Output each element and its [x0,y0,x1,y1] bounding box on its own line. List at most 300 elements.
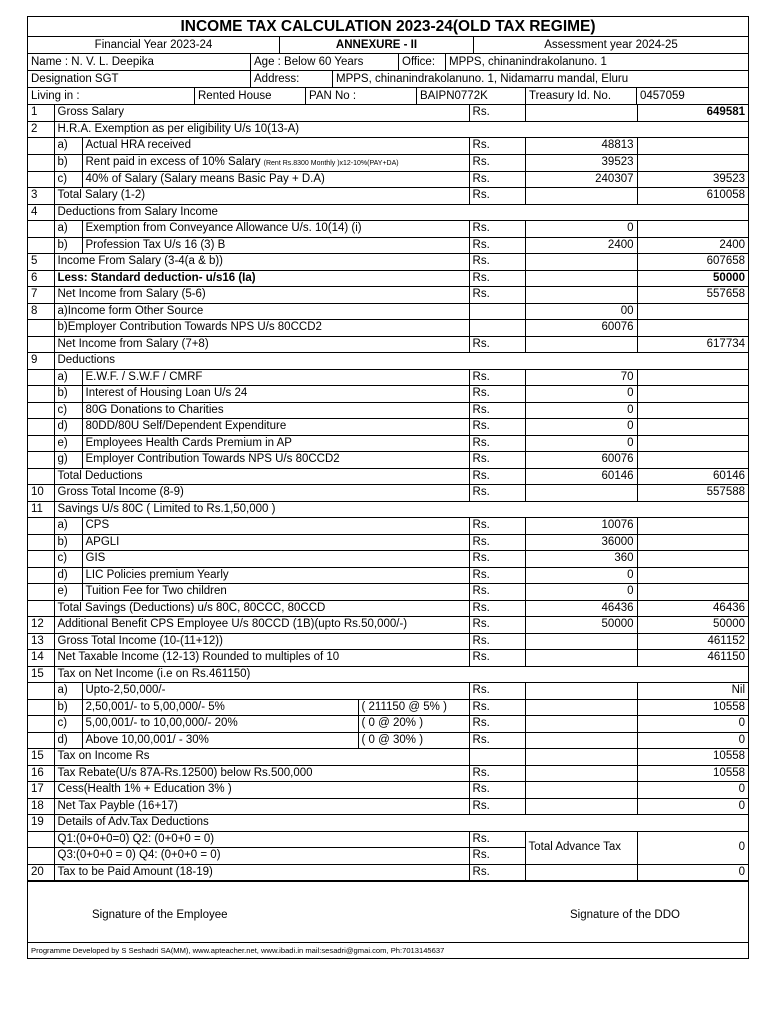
row-description: Deductions from Salary Income [54,204,748,221]
amount-cell: 0 [525,221,637,238]
table-row [28,402,748,419]
total-cell: 10558 [637,749,748,766]
rs-label: Rs. [469,848,525,865]
row-number [28,320,54,337]
total-cell: 557588 [637,485,748,502]
table-row [28,204,748,221]
total-cell: 50000 [637,270,748,287]
row-number [28,419,54,436]
table-row [28,270,748,287]
row-number: 7 [28,287,54,304]
table-row [28,666,748,683]
row-number: 18 [28,798,54,815]
row-description: a)Income form Other Source [54,303,469,320]
table-row [28,154,748,171]
amount-cell [525,699,637,716]
table-row [28,105,748,121]
amount-cell: 240307 [525,171,637,188]
row-number: 12 [28,617,54,634]
year-row [28,37,748,54]
rs-label [469,749,525,766]
row-description: 40% of Salary (Salary means Basic Pay + D.A) [82,171,469,188]
rs-label: Rs. [469,287,525,304]
row-number [28,452,54,469]
row-description: Deductions [54,353,748,370]
document-title: INCOME TAX CALCULATION 2023-24(OLD TAX REGIME) [28,17,748,37]
table-row [28,254,748,271]
row-number: 4 [28,204,54,221]
row-number [28,386,54,403]
amount-cell [525,254,637,271]
rs-label: Rs. [469,518,525,535]
rent-note: (Rent Rs.8300 Monthly )x12-10%(PAY+DA) [263,159,399,167]
rs-label: Rs. [469,683,525,700]
rs-label: Rs. [469,369,525,386]
designation: Designation SGT [28,71,251,87]
row-description: Upto-2,50,000/- [82,683,469,700]
sub-item-label: b) [54,237,82,254]
address-label: Address: [251,71,333,87]
row-number [28,402,54,419]
amount-cell: 60076 [525,320,637,337]
rs-label: Rs. [469,567,525,584]
table-row [28,369,748,386]
signature-area [28,881,748,942]
tax-statement [27,16,749,959]
table-row [28,221,748,238]
row-description: 80G Donations to Charities [82,402,469,419]
row-number [28,699,54,716]
row-description: Net Income from Salary (5-6) [54,287,469,304]
total-cell [637,419,748,436]
total-cell [637,154,748,171]
sub-item-label: c) [54,171,82,188]
amount-cell: 39523 [525,154,637,171]
amount-cell: 60076 [525,452,637,469]
row-number: 15 [28,666,54,683]
row-number: 1 [28,105,54,121]
row-description: Interest of Housing Loan U/s 24 [82,386,469,403]
table-row [28,782,748,799]
amount-cell: 36000 [525,534,637,551]
row-number: 14 [28,650,54,667]
rs-label: Rs. [469,138,525,155]
row-number [28,716,54,733]
total-cell [637,551,748,568]
table-row [28,633,748,650]
amount-cell [525,105,637,121]
row-number [28,336,54,353]
total-cell: Nil [637,683,748,700]
row-description: APGLI [82,534,469,551]
amount-cell [525,485,637,502]
row-description: Net Tax Payble (16+17) [54,798,469,815]
living-value: Rented House [195,88,306,104]
table-row [28,501,748,518]
row-number: 8 [28,303,54,320]
table-row [28,584,748,601]
row-description: Savings U/s 80C ( Limited to Rs.1,50,000 ) [54,501,748,518]
rate-calculation: ( 0 @ 30% ) [358,732,469,749]
total-cell [637,320,748,337]
table-row [28,121,748,138]
row-description: Exemption from Conveyance Allowance U/s. 10(14) (i) [82,221,469,238]
row-number [28,435,54,452]
rs-label: Rs. [469,468,525,485]
sub-item-label: a) [54,221,82,238]
table-row [28,485,748,502]
office-value: MPPS, chinanindrakolanuno. 1 [449,56,607,68]
name-row [28,54,748,71]
row-number: 11 [28,501,54,518]
rs-label: Rs. [469,650,525,667]
rs-label: Rs. [469,188,525,205]
row-description: E.W.F. / S.W.F / CMRF [82,369,469,386]
total-cell [637,402,748,419]
row-number: 19 [28,815,54,832]
row-number: 5 [28,254,54,271]
amount-cell: 70 [525,369,637,386]
row-number [28,171,54,188]
row-description: Total Salary (1-2) [54,188,469,205]
amount-cell [525,188,637,205]
amount-cell [525,765,637,782]
row-number [28,831,54,848]
row-description: Gross Salary [54,105,469,121]
sub-item-label: e) [54,435,82,452]
ddo-signature: Signature of the DDO [570,909,680,921]
row-description: 5,00,001/- to 10,00,000/- 20% [82,716,358,733]
rs-label [469,320,525,337]
amount-cell: 360 [525,551,637,568]
rs-label: Rs. [469,452,525,469]
row-number: 17 [28,782,54,799]
total-cell: 10558 [637,699,748,716]
sub-item-label: b) [54,386,82,403]
total-cell [637,452,748,469]
table-row [28,138,748,155]
table-row [28,452,748,469]
amount-cell [525,650,637,667]
total-cell: 39523 [637,171,748,188]
total-cell: 2400 [637,237,748,254]
table-row [28,798,748,815]
table-row [28,287,748,304]
amount-cell [525,287,637,304]
table-row [28,188,748,205]
amount-cell: 0 [525,402,637,419]
sub-item-label: b) [54,699,82,716]
rs-label: Rs. [469,171,525,188]
rs-label: Rs. [469,534,525,551]
table-row [28,386,748,403]
table-row [28,749,748,766]
row-description: CPS [82,518,469,535]
table-row [28,650,748,667]
rs-label: Rs. [469,584,525,601]
total-cell [637,303,748,320]
row-number [28,154,54,171]
amount-cell: 00 [525,303,637,320]
row-description: Net Taxable Income (12-13) Rounded to multiples of 10 [54,650,469,667]
table-row [28,534,748,551]
sub-item-label: a) [54,518,82,535]
row-number: 20 [28,864,54,881]
row-number [28,732,54,749]
row-description: Income From Salary (3-4(a & b)) [54,254,469,271]
table-row [28,468,748,485]
amount-cell: 46436 [525,600,637,617]
total-cell [637,584,748,601]
table-row [28,419,748,436]
rs-label: Rs. [469,600,525,617]
amount-cell: 0 [525,584,637,601]
sub-item-label: c) [54,402,82,419]
rs-label: Rs. [469,765,525,782]
employee-signature: Signature of the Employee [92,909,228,921]
amount-cell [525,336,637,353]
employee-name: Name : N. V. L. Deepika [28,54,251,70]
row-description: b)Employer Contribution Towards NPS U/s 80CCD2 [54,320,469,337]
assessment-year: Assessment year 2024-25 [544,39,678,51]
rate-calculation: ( 0 @ 20% ) [358,716,469,733]
row-description-text: Rent paid in excess of 10% Salary [85,155,261,168]
rs-label: Rs. [469,254,525,271]
table-row [28,732,748,749]
rs-label: Rs. [469,732,525,749]
total-cell: 557658 [637,287,748,304]
row-number [28,683,54,700]
total-cell: 0 [637,716,748,733]
amount-cell: 0 [525,435,637,452]
rs-label: Rs. [469,831,525,848]
sub-item-label: c) [54,716,82,733]
advance-q3-q4: Q3:(0+0+0 = 0) Q4: (0+0+0 = 0) [54,848,469,865]
sub-item-label: g) [54,452,82,469]
rs-label: Rs. [469,435,525,452]
row-description [82,154,469,171]
rs-label: Rs. [469,551,525,568]
final-tax-desc: Tax to be Paid Amount (18-19) [54,864,469,881]
rs-label: Rs. [469,154,525,171]
amount-cell [525,782,637,799]
row-description: Tax on Income Rs [54,749,469,766]
row-number [28,584,54,601]
amount-cell: 10076 [525,518,637,535]
living-row [28,88,748,105]
total-cell [637,386,748,403]
employee-age: Age : Below 60 Years [251,54,399,70]
amount-cell [525,683,637,700]
amount-cell [525,633,637,650]
total-cell: 0 [637,782,748,799]
sub-item-label: b) [54,534,82,551]
table-row [28,336,748,353]
row-number [28,468,54,485]
amount-cell [525,749,637,766]
total-cell: 10558 [637,765,748,782]
rs-label: Rs. [469,633,525,650]
amount-cell [525,798,637,815]
rs-label: Rs. [469,782,525,799]
amount-cell [525,716,637,733]
amount-cell: 0 [525,386,637,403]
row-number: 3 [28,188,54,205]
row-description: Gross Total Income (10-(11+12)) [54,633,469,650]
rs-label: Rs. [469,386,525,403]
rs-label [469,303,525,320]
rs-label: Rs. [469,798,525,815]
row-number: 10 [28,485,54,502]
amount-cell: 0 [525,567,637,584]
amount-cell: 2400 [525,237,637,254]
row-number: 16 [28,765,54,782]
sub-item-label: e) [54,584,82,601]
living-label: Living in : [28,88,195,104]
treasury-label: Treasury Id. No. [526,88,637,104]
row-description: Less: Standard deduction- u/s16 (Ia) [54,270,469,287]
row-description: Cess(Health 1% + Education 3% ) [54,782,469,799]
table-row [28,699,748,716]
rs-label: Rs. [469,270,525,287]
row-description: Above 10,00,001/ - 30% [82,732,358,749]
table-row [28,600,748,617]
rs-label: Rs. [469,716,525,733]
sub-item-label: d) [54,567,82,584]
table-row [28,765,748,782]
row-number: 6 [28,270,54,287]
row-description: LIC Policies premium Yearly [82,567,469,584]
row-description: 80DD/80U Self/Dependent Expenditure [82,419,469,436]
row-number [28,600,54,617]
sub-item-label: c) [54,551,82,568]
annexure-label: ANNEXURE - II [280,37,474,53]
row-description: Gross Total Income (8-9) [54,485,469,502]
row-number [28,848,54,865]
row-number: 13 [28,633,54,650]
table-row [28,435,748,452]
table-row [28,551,748,568]
total-cell: 46436 [637,600,748,617]
total-cell: 649581 [637,105,748,121]
sub-item-label: b) [54,154,82,171]
row-description: 2,50,001/- to 5,00,000/- 5% [82,699,358,716]
row-number: 15 [28,749,54,766]
amount-cell: 50000 [525,617,637,634]
row-description: Profession Tax U/s 16 (3) B [82,237,469,254]
row-number: 2 [28,121,54,138]
total-cell [637,435,748,452]
rs-label: Rs. [469,485,525,502]
row-description: Total Deductions [54,468,469,485]
row-description: Actual HRA received [82,138,469,155]
table-row [28,716,748,733]
total-cell: 607658 [637,254,748,271]
row-number: 9 [28,353,54,370]
total-advance-tax-value: 0 [637,831,748,864]
table-row [28,815,748,832]
advance-q1-q2: Q1:(0+0+0=0) Q2: (0+0+0 = 0) [54,831,469,848]
row-number [28,221,54,238]
total-cell: 610058 [637,188,748,205]
rs-label: Rs. [469,237,525,254]
rs-label: Rs. [469,699,525,716]
total-cell: 50000 [637,617,748,634]
row-number [28,237,54,254]
advance-tax-row-q1 [28,831,748,848]
rs-label: Rs. [469,864,525,881]
pan-value: BAIPN0772K [417,88,526,104]
final-tax-total: 0 [637,864,748,881]
financial-year: Financial Year 2023-24 [28,37,280,53]
row-description: Tuition Fee for Two children [82,584,469,601]
amount-cell [525,732,637,749]
sub-item-label: a) [54,683,82,700]
table-row [28,617,748,634]
total-cell [637,534,748,551]
table-row [28,353,748,370]
row-description: H.R.A. Exemption as per eligibility U/s 10(13-A) [54,121,748,138]
amount-cell: 48813 [525,138,637,155]
total-cell [637,138,748,155]
amount-cell [525,864,637,881]
total-cell [637,221,748,238]
row-number [28,567,54,584]
row-description: Total Savings (Deductions) u/s 80C, 80CCC, 80CCD [54,600,469,617]
table-row [28,320,748,337]
row-description: Tax Rebate(U/s 87A-Rs.12500) below Rs.500,000 [54,765,469,782]
total-cell: 0 [637,798,748,815]
table-row [28,683,748,700]
total-cell [637,518,748,535]
row-number [28,518,54,535]
sub-item-label: a) [54,138,82,155]
calculation-table [28,105,748,881]
total-cell: 0 [637,732,748,749]
row-description: GIS [82,551,469,568]
row-number [28,534,54,551]
rate-calculation: ( 211150 @ 5% ) [358,699,469,716]
row-description: Tax on Net Income (i.e on Rs.461150) [54,666,748,683]
row-description: Net Income from Salary (7+8) [54,336,469,353]
table-row [28,518,748,535]
treasury-value: 0457059 [640,90,685,102]
table-row [28,303,748,320]
address-value: MPPS, chinanindrakolanuno. 1, Nidamarru mandal, Eluru [336,73,629,85]
table-row [28,171,748,188]
row-description: Details of Adv.Tax Deductions [54,815,748,832]
total-cell: 461150 [637,650,748,667]
sub-item-label: d) [54,732,82,749]
total-cell [637,369,748,386]
table-row [28,237,748,254]
sub-item-label: a) [54,369,82,386]
rs-label: Rs. [469,221,525,238]
footer-credit: Programme Developed by S Seshadri SA(MM), www.apteacher.net, www.ibadi.in mail:sesadri@gmai.com, Ph:7013145637 [28,942,748,958]
row-description: Employees Health Cards Premium in AP [82,435,469,452]
rs-label: Rs. [469,617,525,634]
office-label: Office: [399,54,446,70]
row-number [28,551,54,568]
amount-cell [525,270,637,287]
row-description: Employer Contribution Towards NPS U/s 80CCD2 [82,452,469,469]
total-cell: 461152 [637,633,748,650]
designation-row [28,71,748,88]
pan-label: PAN No : [306,88,417,104]
rs-label: Rs. [469,336,525,353]
total-cell: 617734 [637,336,748,353]
row-description: Additional Benefit CPS Employee U/s 80CCD (1B)(upto Rs.50,000/-) [54,617,469,634]
